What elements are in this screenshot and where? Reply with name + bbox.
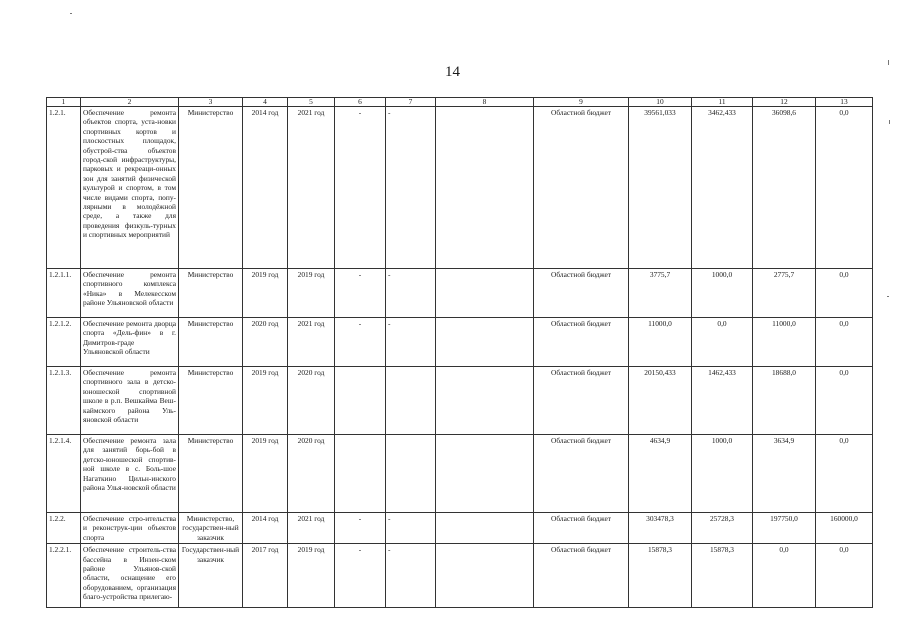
cell-source: Областной бюджет (534, 269, 629, 318)
cell-total: 39561,033 (629, 107, 692, 269)
column-header: 1 (47, 98, 81, 107)
cell-col-7: - (386, 513, 436, 544)
cell-start-year: 2017 год (243, 544, 288, 608)
cell-col-7: - (386, 107, 436, 269)
cell-col-7 (386, 435, 436, 513)
cell-end-year: 2021 год (288, 513, 335, 544)
cell-name: Обеспечение ремонта дворца спорта «Дель-фин» в г. Димитров-граде Ульяновской области (81, 318, 179, 367)
cell-start-year: 2019 год (243, 435, 288, 513)
cell-executor: Министерство (179, 435, 243, 513)
cell-start-year: 2014 год (243, 107, 288, 269)
cell-source: Областной бюджет (534, 513, 629, 544)
table-row (47, 269, 873, 318)
cell-executor: Министерство, государствен-ный заказчик (179, 513, 243, 544)
cell-total: 4634,9 (629, 435, 692, 513)
cell-source: Областной бюджет (534, 107, 629, 269)
cell-col-6 (335, 367, 386, 435)
cell-col-13: 0,0 (816, 318, 873, 367)
cell-col-12: 197750,0 (753, 513, 816, 544)
column-header: 4 (243, 98, 288, 107)
cell-col-8 (436, 544, 534, 608)
scan-speck (888, 60, 889, 65)
cell-name: Обеспечение ремонта спортивного комплекса «Ника» в Мелекесском районе Ульяновской области (81, 269, 179, 318)
cell-number: 1.2.1.3. (47, 367, 81, 435)
cell-col-6: - (335, 544, 386, 608)
cell-col-6: - (335, 318, 386, 367)
column-header: 6 (335, 98, 386, 107)
cell-col-13: 0,0 (816, 435, 873, 513)
cell-executor: Министерство (179, 318, 243, 367)
page-number: 14 (445, 64, 460, 80)
cell-col-12: 2775,7 (753, 269, 816, 318)
cell-col-11: 1000,0 (692, 435, 753, 513)
column-header: 12 (753, 98, 816, 107)
cell-source: Областной бюджет (534, 435, 629, 513)
budget-table (46, 97, 873, 608)
cell-start-year: 2014 год (243, 513, 288, 544)
cell-col-12: 3634,9 (753, 435, 816, 513)
cell-col-8 (436, 367, 534, 435)
cell-start-year: 2020 год (243, 318, 288, 367)
table-row (47, 513, 873, 544)
cell-col-13: 0,0 (816, 269, 873, 318)
cell-name: Обеспечение ремонта объектов спорта, уста-новки спортивных кортов и плоскостных площадок, обустрой-ства объектов город-ской инфраструктуры, парковых и рекреаци-онных зон для занятий физической культурой и спортом, в том числе видами спорта, попу-лярными в молодёжной среде, а также для проведения физкуль-турных и спортивных мероприятий (81, 107, 179, 269)
cell-end-year: 2019 год (288, 269, 335, 318)
cell-col-13: 0,0 (816, 367, 873, 435)
cell-name: Обеспечение строитель-ства бассейна в Инзен-ском районе Ульянов-ской области, оснащение его оборудованием, организация благо-устройства прилегаю- (81, 544, 179, 608)
cell-end-year: 2020 год (288, 435, 335, 513)
cell-col-7: - (386, 269, 436, 318)
cell-col-6: - (335, 107, 386, 269)
cell-end-year: 2020 год (288, 367, 335, 435)
column-header: 3 (179, 98, 243, 107)
cell-executor: Министерство (179, 107, 243, 269)
column-header: 11 (692, 98, 753, 107)
table-header-row (47, 98, 873, 107)
cell-number: 1.2.1.2. (47, 318, 81, 367)
cell-name: Обеспечение ремонта зала для занятий борь-бой в детско-юношеской спортив-ной школе в с. Боль-шое Нагаткино Цильн-инского района Улья-новской области (81, 435, 179, 513)
cell-number: 1.2.1.4. (47, 435, 81, 513)
cell-start-year: 2019 год (243, 367, 288, 435)
cell-col-12: 36098,6 (753, 107, 816, 269)
cell-name: Обеспечение стро-ительства и реконструк-ции объектов спорта (81, 513, 179, 544)
cell-col-7: - (386, 318, 436, 367)
cell-start-year: 2019 год (243, 269, 288, 318)
cell-end-year: 2021 год (288, 318, 335, 367)
cell-source: Областной бюджет (534, 318, 629, 367)
cell-col-6 (335, 435, 386, 513)
cell-col-8 (436, 107, 534, 269)
cell-col-12: 18688,0 (753, 367, 816, 435)
table-row (47, 367, 873, 435)
cell-col-8 (436, 513, 534, 544)
cell-col-7 (386, 367, 436, 435)
cell-col-6: - (335, 269, 386, 318)
cell-number: 1.2.1.1. (47, 269, 81, 318)
cell-total: 303478,3 (629, 513, 692, 544)
cell-col-13: 0,0 (816, 107, 873, 269)
cell-executor: Государствен-ный заказчик (179, 544, 243, 608)
table-row (47, 107, 873, 269)
cell-col-7: - (386, 544, 436, 608)
column-header: 10 (629, 98, 692, 107)
cell-col-11: 3462,433 (692, 107, 753, 269)
column-header: 13 (816, 98, 873, 107)
cell-source: Областной бюджет (534, 544, 629, 608)
cell-col-11: 0,0 (692, 318, 753, 367)
scan-speck (887, 296, 889, 297)
column-header: 8 (436, 98, 534, 107)
cell-col-12: 0,0 (753, 544, 816, 608)
cell-number: 1.2.2.1. (47, 544, 81, 608)
cell-total: 11000,0 (629, 318, 692, 367)
table-row (47, 544, 873, 608)
cell-col-6: - (335, 513, 386, 544)
cell-total: 15878,3 (629, 544, 692, 608)
cell-number: 1.2.2. (47, 513, 81, 544)
table-row (47, 318, 873, 367)
cell-total: 3775,7 (629, 269, 692, 318)
cell-source: Областной бюджет (534, 367, 629, 435)
cell-col-8 (436, 269, 534, 318)
cell-name: Обеспечение ремонта спортивного зала в детско-юношеской спортивной школе в р.п. Вешкайма Веш-кaймского района Уль-яновской области (81, 367, 179, 435)
cell-col-11: 15878,3 (692, 544, 753, 608)
table-row (47, 435, 873, 513)
cell-col-13: 0,0 (816, 544, 873, 608)
column-header: 9 (534, 98, 629, 107)
cell-executor: Министерство (179, 367, 243, 435)
cell-col-8 (436, 435, 534, 513)
scan-speck (889, 120, 890, 124)
cell-col-11: 1000,0 (692, 269, 753, 318)
cell-col-8 (436, 318, 534, 367)
cell-end-year: 2021 год (288, 107, 335, 269)
cell-col-11: 1462,433 (692, 367, 753, 435)
column-header: 7 (386, 98, 436, 107)
column-header: 5 (288, 98, 335, 107)
cell-total: 20150,433 (629, 367, 692, 435)
cell-executor: Министерство (179, 269, 243, 318)
cell-end-year: 2019 год (288, 544, 335, 608)
cell-col-11: 25728,3 (692, 513, 753, 544)
cell-col-12: 11000,0 (753, 318, 816, 367)
cell-number: 1.2.1. (47, 107, 81, 269)
cell-col-13: 160000,0 (816, 513, 873, 544)
column-header: 2 (81, 98, 179, 107)
scan-speck (70, 13, 72, 14)
